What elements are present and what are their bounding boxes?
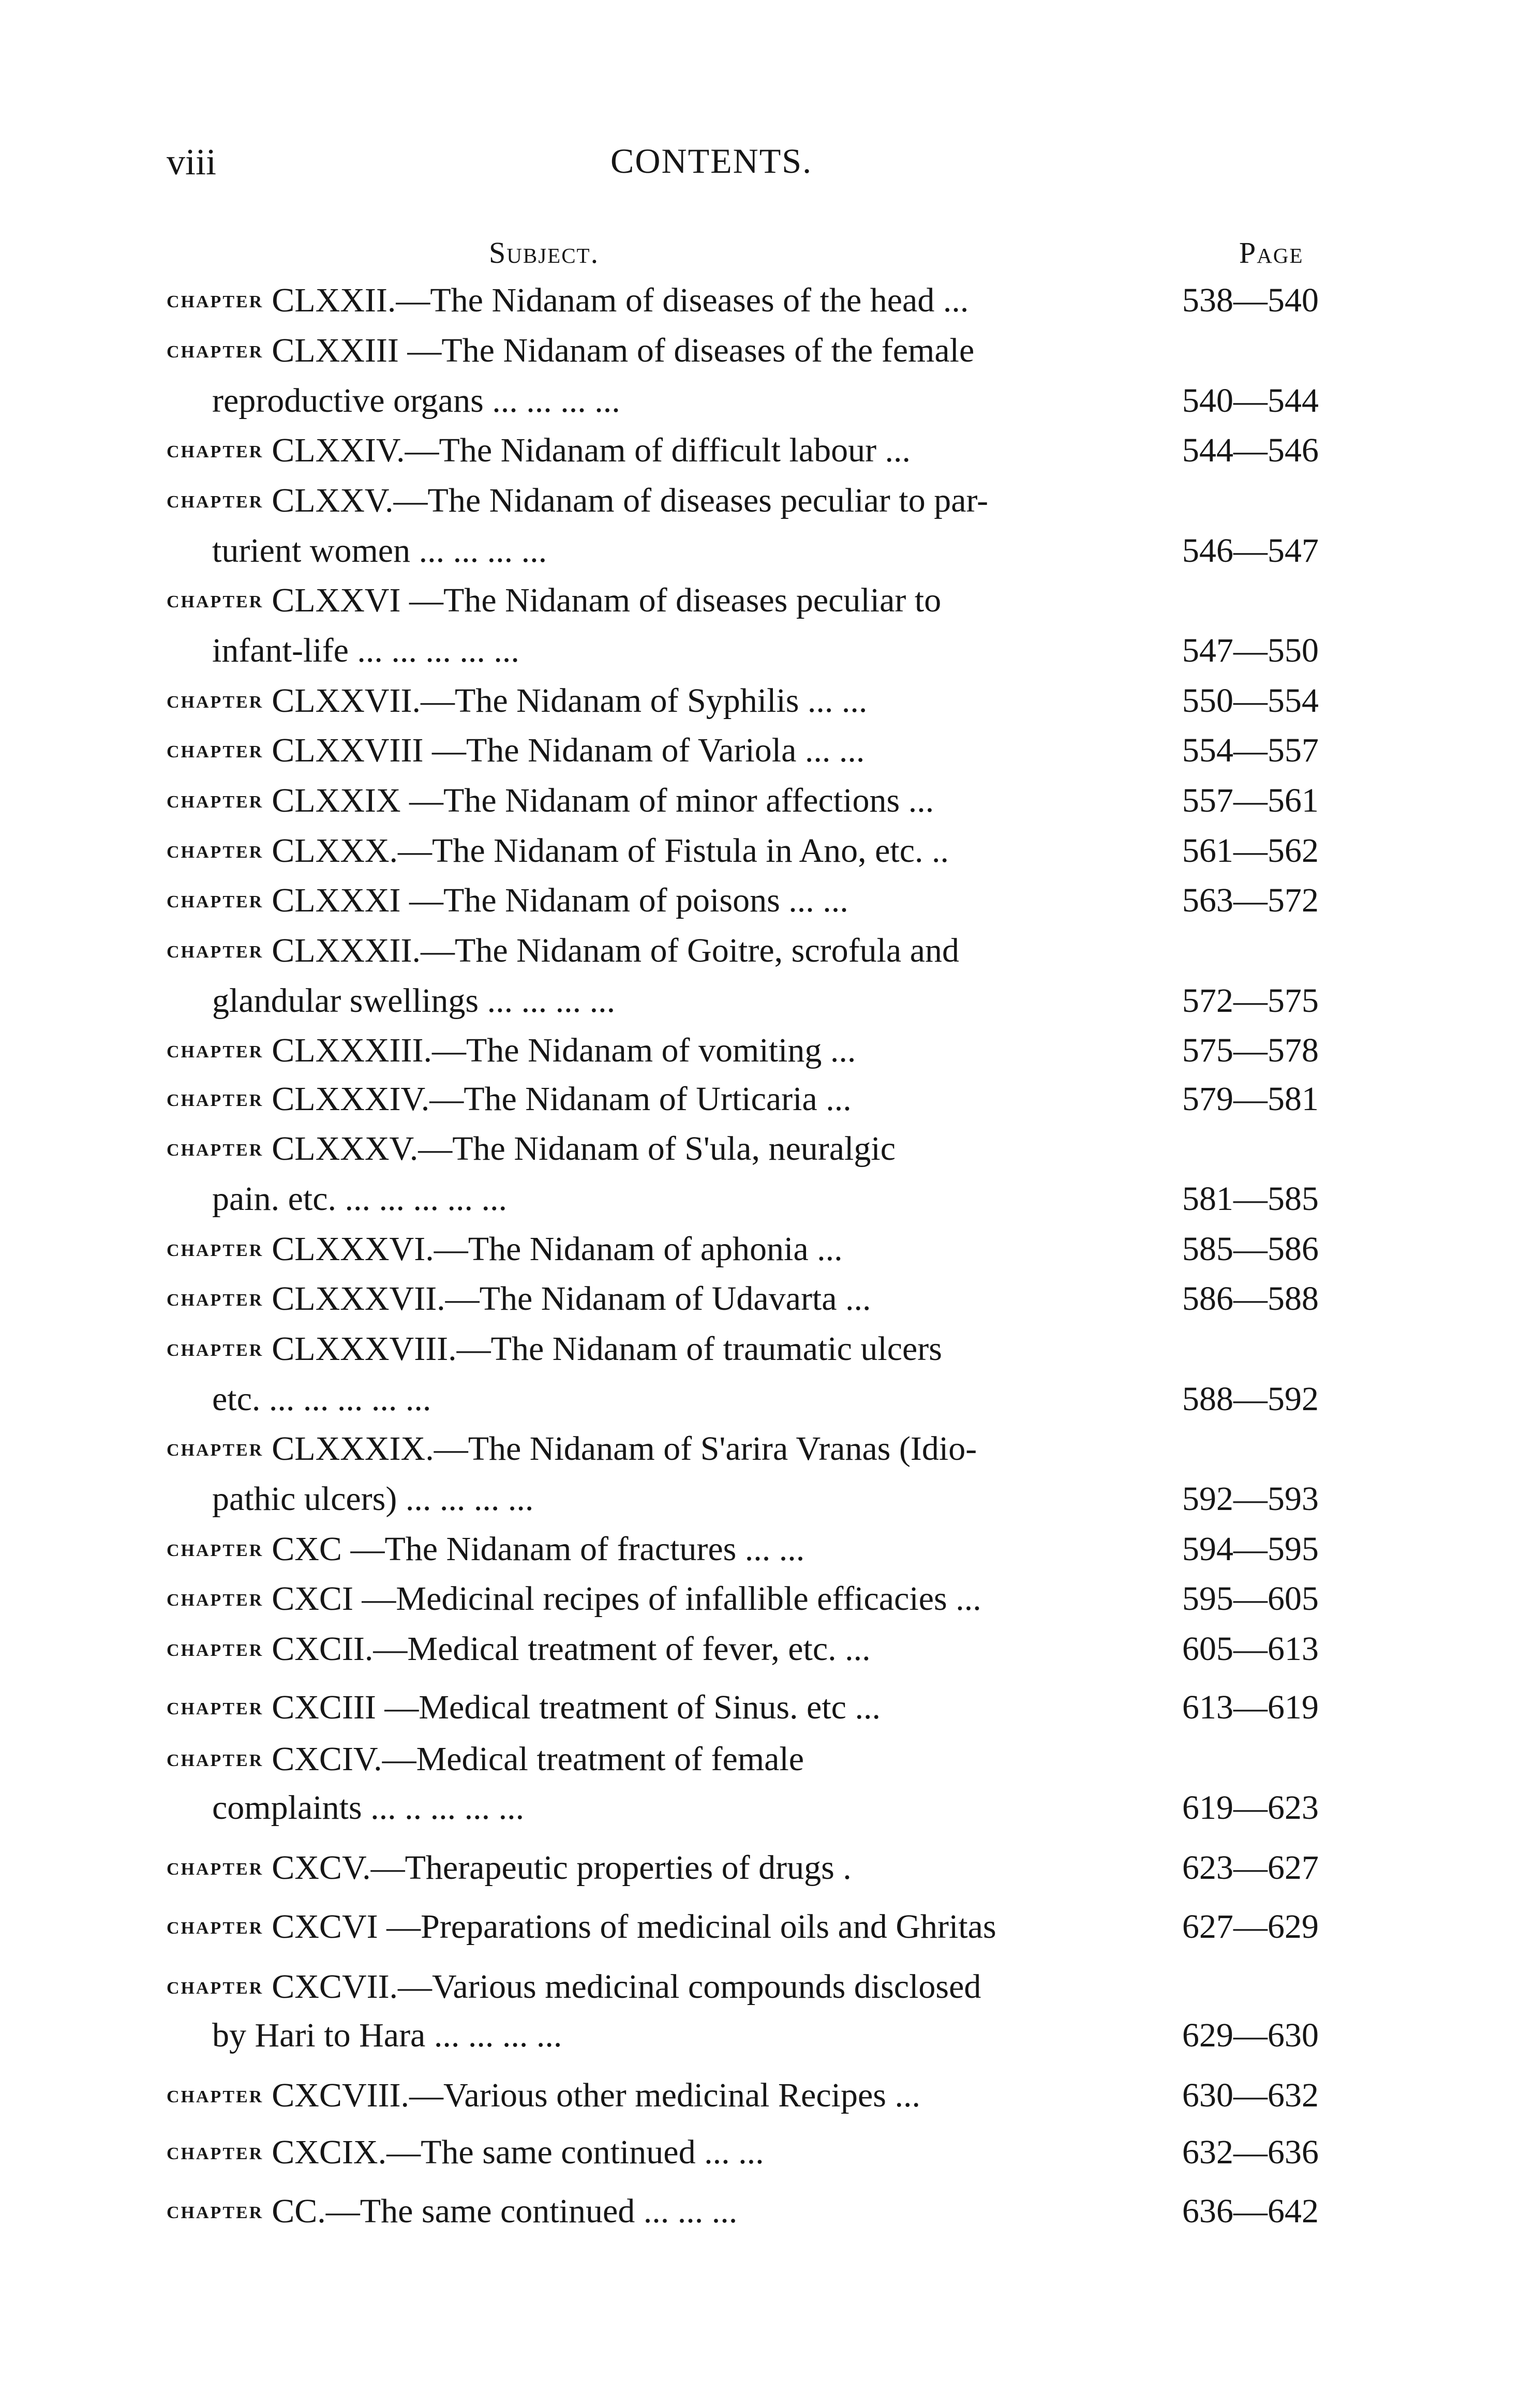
chapter-label: CHAPTER xyxy=(167,442,264,461)
chapter-label: CHAPTER xyxy=(167,843,264,862)
page-range: 619—623 xyxy=(1182,1789,1319,1827)
entry-line xyxy=(167,731,865,769)
page-range: 546—547 xyxy=(1182,532,1319,570)
chapter-label: CHAPTER xyxy=(167,1091,264,1110)
entry-line xyxy=(167,1582,981,1616)
page-range: 554—557 xyxy=(1182,731,1319,769)
page-range: 595—605 xyxy=(1182,1580,1319,1618)
entry-line xyxy=(167,283,968,318)
chapter-label: CHAPTER xyxy=(167,1979,264,1998)
entry-text: CLXXIV.—The Nidanam of difficult labour ... xyxy=(272,431,911,469)
entry-line-continued: complaints ... .. ... ... ... xyxy=(212,1789,525,1827)
entry-line xyxy=(167,1031,856,1069)
column-header-page: Page xyxy=(1239,236,1304,270)
entry-text: CXCIV.—Medical treatment of female xyxy=(272,1740,804,1778)
chapter-label: CHAPTER xyxy=(167,1860,264,1879)
chapter-label: CHAPTER xyxy=(167,892,264,911)
page-range: 579—581 xyxy=(1182,1080,1319,1118)
entry-text: CLXXIII —The Nidanam of diseases of the female xyxy=(272,332,975,369)
entry-line xyxy=(167,2194,737,2228)
entry-line xyxy=(167,1632,871,1666)
page-range: 575—578 xyxy=(1182,1031,1319,1069)
chapter-label: CHAPTER xyxy=(167,1919,264,1938)
entry-text: CLXXVIII —The Nidanam of Variola ... ... xyxy=(272,731,865,769)
entry-line-continued: glandular swellings ... ... ... ... xyxy=(212,982,616,1020)
entry-text: CXC —The Nidanam of fractures ... ... xyxy=(272,1530,805,1568)
page-range: 544—546 xyxy=(1182,431,1319,469)
entry-text: CXCVII.—Various medicinal compounds disclosed xyxy=(272,1968,981,2006)
entry-text: CXCVI —Preparations of medicinal oils and Ghritas xyxy=(272,1908,996,1946)
entry-line xyxy=(167,934,959,968)
page-range: 557—561 xyxy=(1182,782,1319,819)
chapter-label: CHAPTER xyxy=(167,592,264,611)
page-range: 630—632 xyxy=(1182,2076,1319,2114)
page-range: 627—629 xyxy=(1182,1908,1319,1946)
entry-line xyxy=(167,834,949,868)
chapter-label: CHAPTER xyxy=(167,492,264,512)
chapter-label: CHAPTER xyxy=(167,2144,264,2163)
entry-text: CLXXV.—The Nidanam of diseases peculiar to par- xyxy=(272,482,989,519)
entry-text: CLXXXVII.—The Nidanam of Udavarta ... xyxy=(272,1280,871,1318)
entry-text: CLXXXI —The Nidanam of poisons ... ... xyxy=(272,881,848,919)
page-range: 605—613 xyxy=(1182,1630,1319,1668)
entry-line xyxy=(167,881,848,919)
entry-line xyxy=(167,1132,896,1166)
entry-text: CLXXXIII.—The Nidanam of vomiting ... xyxy=(272,1031,856,1069)
entry-text: CLXXXIX.—The Nidanam of S'arira Vranas (Idio- xyxy=(272,1430,977,1468)
entry-text: CXCIII —Medical treatment of Sinus. etc ... xyxy=(272,1688,881,1726)
entry-text: CLXXVII.—The Nidanam of Syphilis ... ... xyxy=(272,682,868,720)
page-title: CONTENTS. xyxy=(610,141,813,181)
page-range: 585—586 xyxy=(1182,1230,1319,1268)
entry-line xyxy=(167,1851,852,1885)
entry-line xyxy=(167,2135,764,2170)
page-range: 572—575 xyxy=(1182,982,1319,1020)
chapter-label: CHAPTER xyxy=(167,292,264,311)
page-range: 540—544 xyxy=(1182,382,1319,420)
entry-line-continued: by Hari to Hara ... ... ... ... xyxy=(212,2016,562,2054)
entry-text: CLXXII.—The Nidanam of diseases of the head ... xyxy=(272,281,969,319)
chapter-label: CHAPTER xyxy=(167,1241,264,1260)
page-range: 550—554 xyxy=(1182,682,1319,720)
entry-line xyxy=(167,581,942,619)
entry-line xyxy=(167,1232,843,1266)
chapter-label: CHAPTER xyxy=(167,693,264,712)
entry-line xyxy=(167,784,934,818)
entry-line xyxy=(167,334,974,368)
entry-text: CLXXXV.—The Nidanam of S'ula, neuralgic xyxy=(272,1130,896,1168)
page-range: 563—572 xyxy=(1182,881,1319,919)
entry-line xyxy=(167,684,867,718)
entry-text: CLXXX.—The Nidanam of Fistula in Ano, etc. .. xyxy=(272,832,949,870)
entry-line xyxy=(167,1910,996,1944)
page-range: 538—540 xyxy=(1182,281,1319,319)
chapter-label: CHAPTER xyxy=(167,943,264,962)
page-range: 629—630 xyxy=(1182,2016,1319,2054)
entry-line xyxy=(167,1742,804,1776)
page-range: 586—588 xyxy=(1182,1280,1319,1318)
entry-text: CLXXIX —The Nidanam of minor affections ... xyxy=(272,782,934,819)
column-header-subject: Subject. xyxy=(489,236,600,270)
chapter-label: CHAPTER xyxy=(167,792,264,812)
entry-text: CLXXXIV.—The Nidanam of Urticaria ... xyxy=(272,1080,852,1118)
chapter-label: CHAPTER xyxy=(167,1699,264,1718)
entry-line xyxy=(167,1082,852,1116)
entry-text: CXCI —Medicinal recipes of infallible efficacies ... xyxy=(272,1580,981,1618)
page-range: 623—627 xyxy=(1182,1849,1319,1887)
entry-line xyxy=(167,1532,804,1566)
chapter-label: CHAPTER xyxy=(167,1591,264,1610)
chapter-label: CHAPTER xyxy=(167,342,264,362)
page-range: 632—636 xyxy=(1182,2133,1319,2171)
entry-line-continued: pain. etc. ... ... ... ... ... xyxy=(212,1180,508,1218)
entry-text: CXCVIII.—Various other medicinal Recipes ... xyxy=(272,2076,920,2114)
entry-text: CXCV.—Therapeutic properties of drugs . xyxy=(272,1849,852,1887)
entry-line-continued: turient women ... ... ... ... xyxy=(212,532,547,570)
page-range: 613—619 xyxy=(1182,1688,1319,1726)
chapter-label: CHAPTER xyxy=(167,2087,264,2106)
entry-line-continued: infant-life ... ... ... ... ... xyxy=(212,632,519,669)
page-range: 588—592 xyxy=(1182,1380,1319,1418)
page-range: 581—585 xyxy=(1182,1180,1319,1218)
page-range: 592—593 xyxy=(1182,1480,1319,1518)
entry-line xyxy=(167,2078,920,2113)
page-number: viii xyxy=(167,141,217,183)
entry-line-continued: pathic ulcers) ... ... ... ... xyxy=(212,1480,534,1518)
entry-text: CLXXVI —The Nidanam of diseases peculiar to xyxy=(272,581,942,619)
chapter-label: CHAPTER xyxy=(167,1751,264,1770)
page-range: 594—595 xyxy=(1182,1530,1319,1568)
entry-text: CXCIX.—The same continued ... ... xyxy=(272,2133,764,2171)
entry-line-continued: etc. ... ... ... ... ... xyxy=(212,1380,431,1418)
entry-line-continued: reproductive organs ... ... ... ... xyxy=(212,382,620,420)
page-range: 636—642 xyxy=(1182,2192,1319,2230)
chapter-label: CHAPTER xyxy=(167,2203,264,2222)
entry-text: CLXXXII.—The Nidanam of Goitre, scrofula and xyxy=(272,932,959,969)
entry-line xyxy=(167,433,911,468)
chapter-label: CHAPTER xyxy=(167,1441,264,1460)
entry-line xyxy=(167,1688,881,1726)
entry-line xyxy=(167,1970,981,2004)
chapter-label: CHAPTER xyxy=(167,1341,264,1360)
page-range: 547—550 xyxy=(1182,632,1319,669)
chapter-label: CHAPTER xyxy=(167,1141,264,1160)
chapter-label: CHAPTER xyxy=(167,1042,264,1061)
chapter-label: CHAPTER xyxy=(167,1641,264,1660)
entry-text: CLXXXVI.—The Nidanam of aphonia ... xyxy=(272,1230,843,1268)
entry-line xyxy=(167,1282,871,1316)
entry-line xyxy=(167,1332,942,1366)
entry-text: CXCII.—Medical treatment of fever, etc. ... xyxy=(272,1630,871,1668)
chapter-label: CHAPTER xyxy=(167,742,264,761)
entry-text: CLXXXVIII.—The Nidanam of traumatic ulcers xyxy=(272,1330,942,1368)
page-range: 561—562 xyxy=(1182,832,1319,870)
entry-line xyxy=(167,484,988,518)
entry-line xyxy=(167,1432,977,1466)
entry-text: CC.—The same continued ... ... ... xyxy=(272,2192,738,2230)
chapter-label: CHAPTER xyxy=(167,1291,264,1310)
chapter-label: CHAPTER xyxy=(167,1541,264,1560)
